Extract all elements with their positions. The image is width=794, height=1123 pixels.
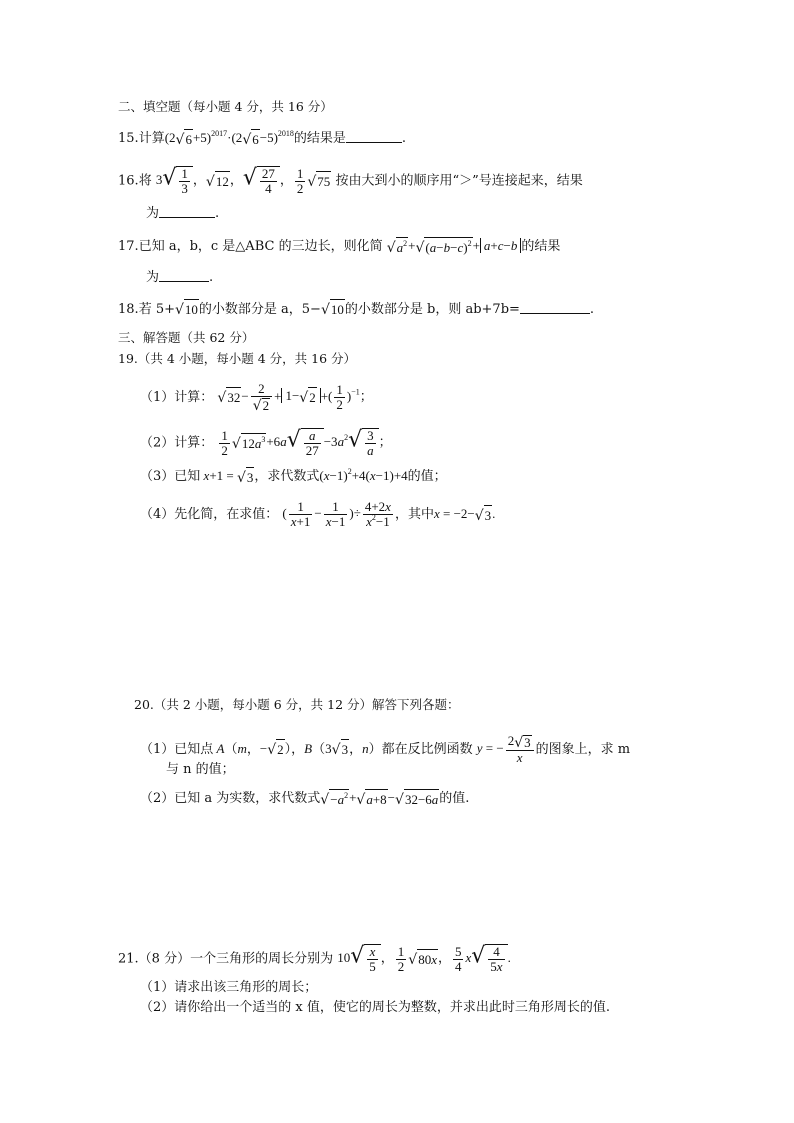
question-15: 15.计算$(2√6+5)^{2017}\cdot(2√6-5)^{2018}$的结果是 . bbox=[118, 129, 407, 148]
question-19-part-4: （4）先化简，在求值： ( $\frac{1}{x+1}$ − $\frac{1}{x-1}$ )÷ $\frac{4+2x}{x^2-1}$ ，其中x = −2−√3. bbox=[140, 499, 496, 529]
question-21-part-2: （2）请你给出一个适当的 x 值，使它的周长为整数，并求出此时三角形周长的值. bbox=[140, 1000, 611, 1015]
question-19-header: 19.（共 4 小题，每小题 4 分，共 16 分） bbox=[118, 351, 357, 366]
question-20-part-2: （2）已知 a 为实数，求代数式$√-a^2+√a+8-√32-6a$的值. bbox=[140, 790, 470, 808]
question-17: 17.已知 a，b，c 是△ABC 的三边长，则化简 $√a^2+√(a-b-c)^2+ a+c-b$ 的结果 bbox=[118, 238, 561, 256]
answer-blank[interactable] bbox=[520, 301, 590, 314]
question-18: 18.若 5+√10的小数部分是 a，5−√10的小数部分是 b，则 ab+7b= . bbox=[118, 299, 594, 320]
question-17-line2: 为 . bbox=[146, 270, 214, 285]
question-19-part-2: （2）计算： $\frac{1}{2}$ $√12a^3+6a√$ $\frac{a}{27}$ $-3a^2√$ $\frac{3}{a}$ ； bbox=[140, 427, 392, 458]
answer-blank[interactable] bbox=[159, 205, 215, 218]
q15-expression: $(2√6+5)^{2017}\cdot(2√6-5)^{2018}$ bbox=[164, 129, 294, 148]
q17-expression: $√a^2+√(a-b-c)^2+ a+c-b$ bbox=[387, 238, 522, 253]
question-20-part-1: （1）已知点 A（m，−√2），B（3√3，n）都在反比例函数 y = − $\frac{2√3}{x}$ 的图象上，求 m bbox=[140, 733, 631, 765]
answer-blank[interactable] bbox=[346, 130, 402, 143]
question-16: 16.将 3√ $\frac{1}{3}$ ，√12，√ $\frac{27}{4}$ ， $\frac{1}{2}$ √75 按由大到小的顺序用“＞”号连接起来，结果 bbox=[118, 165, 583, 196]
section-3-heading: 三、解答题（共 62 分） bbox=[118, 330, 255, 345]
section-2-heading: 二、填空题（每小题 4 分，共 16 分） bbox=[118, 99, 333, 114]
question-16-line2: 为 . bbox=[146, 206, 220, 221]
question-20-header: 20.（共 2 小题，每小题 6 分，共 12 分）解答下列各题： bbox=[134, 697, 460, 712]
question-20-part-1-line2: 与 n 的值； bbox=[166, 762, 235, 777]
q16-terms: 3√ $\frac{1}{3}$ ，√12，√ $\frac{27}{4}$ ， $\frac{1}{2}$ √75 bbox=[155, 165, 331, 196]
question-21-part-1: （1）请求出该三角形的周长； bbox=[140, 980, 318, 995]
question-19-part-3: （3）已知 x+1 = √3，求代数式$(x-1)^2+4(x-1)+4$的值； bbox=[140, 467, 447, 486]
question-21: 21.（8 分）一个三角形的周长分别为 10√ $\frac{x}{5}$ ， $\frac{1}{2}$ √80x， $\frac{5}{4}$ x√ $\frac{4}{5x}$ . bbox=[118, 943, 511, 974]
answer-blank[interactable] bbox=[159, 269, 209, 282]
question-19-part-1: （1）计算： √32− $\frac{2}{√2}$ + 1−√2 +( $\frac{1}{2}$ )$^{-1}$； bbox=[140, 381, 373, 414]
